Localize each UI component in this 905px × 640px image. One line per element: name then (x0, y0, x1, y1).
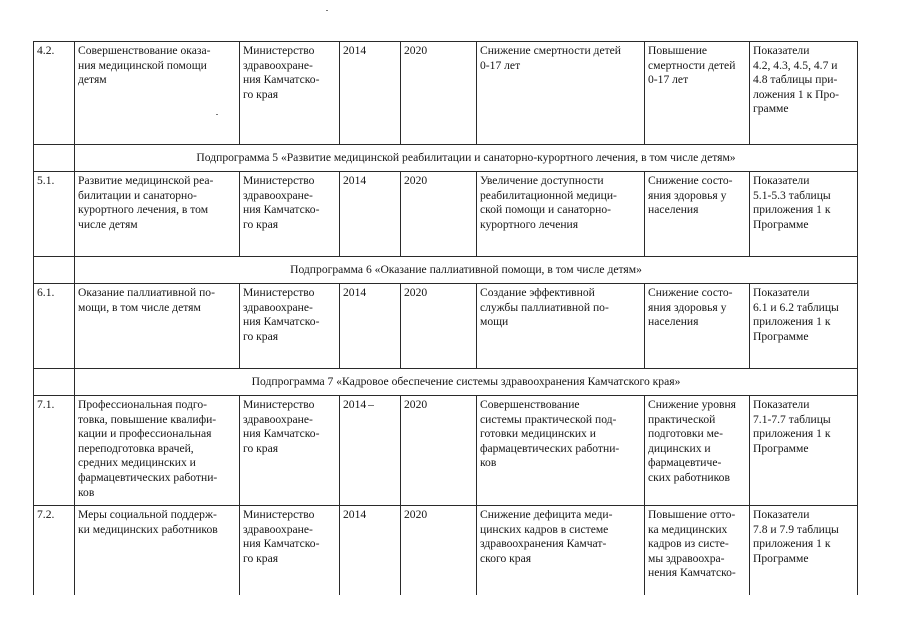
measure-name: Совершенствование оказа- ния медицинской помощи детям (75, 42, 240, 145)
subprogram-title: Подпрограмма 5 «Развитие медицинской реабилитации и санаторно-курортного лечения, в том числе детям» (75, 145, 858, 172)
scan-speck (326, 10, 328, 11)
end-year: 2020 (401, 284, 477, 369)
measure-name: Профессиональная подго- товка, повышение квалифи- кации и профессиональная переподготовка врачей, средних медицинских и фармацевтических работни- ков (75, 396, 240, 506)
expected-result: Создание эффективной службы паллиативной по- мощи (477, 284, 645, 369)
start-year: 2014 (340, 42, 401, 145)
end-year: 2020 (401, 506, 477, 596)
scan-speck (216, 114, 218, 115)
subprogram-title: Подпрограмма 6 «Оказание паллиативной помощи, в том числе детям» (75, 257, 858, 284)
expected-result: Снижение дефицита меди- цинских кадров в системе здравоохранения Камчат- ского края (477, 506, 645, 596)
empty-cell (34, 257, 75, 284)
consequence: Снижение состо- яния здоровья у населения (645, 172, 750, 257)
consequence: Повышение отто- ка медицинских кадров из систе- мы здравоохра- нения Камчатско- (645, 506, 750, 596)
row-number: 4.2. (34, 42, 75, 145)
indicators-link: Показатели 5.1-5.3 таблицы приложения 1 к Программе (750, 172, 858, 257)
table-row (34, 396, 858, 506)
measure-name: Меры социальной поддерж- ки медицинских работников (75, 506, 240, 596)
subprogram-header-row (34, 369, 858, 396)
row-number: 6.1. (34, 284, 75, 369)
table-row (34, 506, 858, 596)
empty-cell (34, 145, 75, 172)
consequence: Снижение состо- яния здоровья у населения (645, 284, 750, 369)
executor: Министерство здравоохране- ния Камчатско- го края (240, 396, 340, 506)
start-year: 2014 (340, 284, 401, 369)
indicators-link: Показатели 4.2, 4.3, 4.5, 4.7 и 4.8 таблицы при- ложения 1 к Про- грамме (750, 42, 858, 145)
executor: Министерство здравоохране- ния Камчатско- го края (240, 42, 340, 145)
row-number: 5.1. (34, 172, 75, 257)
start-year: 2014 (340, 172, 401, 257)
expected-result: Совершенствование системы практической под- готовки медицинских и фармацевтических работни- ков (477, 396, 645, 506)
row-number: 7.1. (34, 396, 75, 506)
expected-result: Увеличение доступности реабилитационной медици- ской помощи и санаторно- курортного лечения (477, 172, 645, 257)
row-number: 7.2. (34, 506, 75, 596)
table-row (34, 172, 858, 257)
subprogram-title: Подпрограмма 7 «Кадровое обеспечение системы здравоохранения Камчатского края» (75, 369, 858, 396)
end-year: 2020 (401, 396, 477, 506)
table-row (34, 42, 858, 145)
measure-name: Оказание паллиативной по- мощи, в том числе детям (75, 284, 240, 369)
start-year: 2014 (340, 396, 401, 506)
start-year: 2014 (340, 506, 401, 596)
table-row (34, 284, 858, 369)
measure-name: Развитие медицинской реа- билитации и санаторно- курортного лечения, в том числе детям (75, 172, 240, 257)
indicators-link: Показатели 7.1-7.7 таблицы приложения 1 к Программе (750, 396, 858, 506)
measures-table (33, 41, 858, 595)
end-year: 2020 (401, 172, 477, 257)
subprogram-header-row (34, 145, 858, 172)
indicators-link: Показатели 6.1 и 6.2 таблицы приложения 1 к Программе (750, 284, 858, 369)
indicators-link: Показатели 7.8 и 7.9 таблицы приложения 1 к Программе (750, 506, 858, 596)
subprogram-header-row (34, 257, 858, 284)
expected-result: Снижение смертности детей 0-17 лет (477, 42, 645, 145)
end-year: 2020 (401, 42, 477, 145)
consequence: Снижение уровня практической подготовки ме- дицинских и фармацевтиче- ских работников (645, 396, 750, 506)
executor: Министерство здравоохране- ния Камчатско- го края (240, 284, 340, 369)
empty-cell (34, 369, 75, 396)
scan-speck (368, 405, 374, 406)
executor: Министерство здравоохране- ния Камчатско- го края (240, 506, 340, 596)
executor: Министерство здравоохране- ния Камчатско- го края (240, 172, 340, 257)
consequence: Повышение смертности детей 0-17 лет (645, 42, 750, 145)
